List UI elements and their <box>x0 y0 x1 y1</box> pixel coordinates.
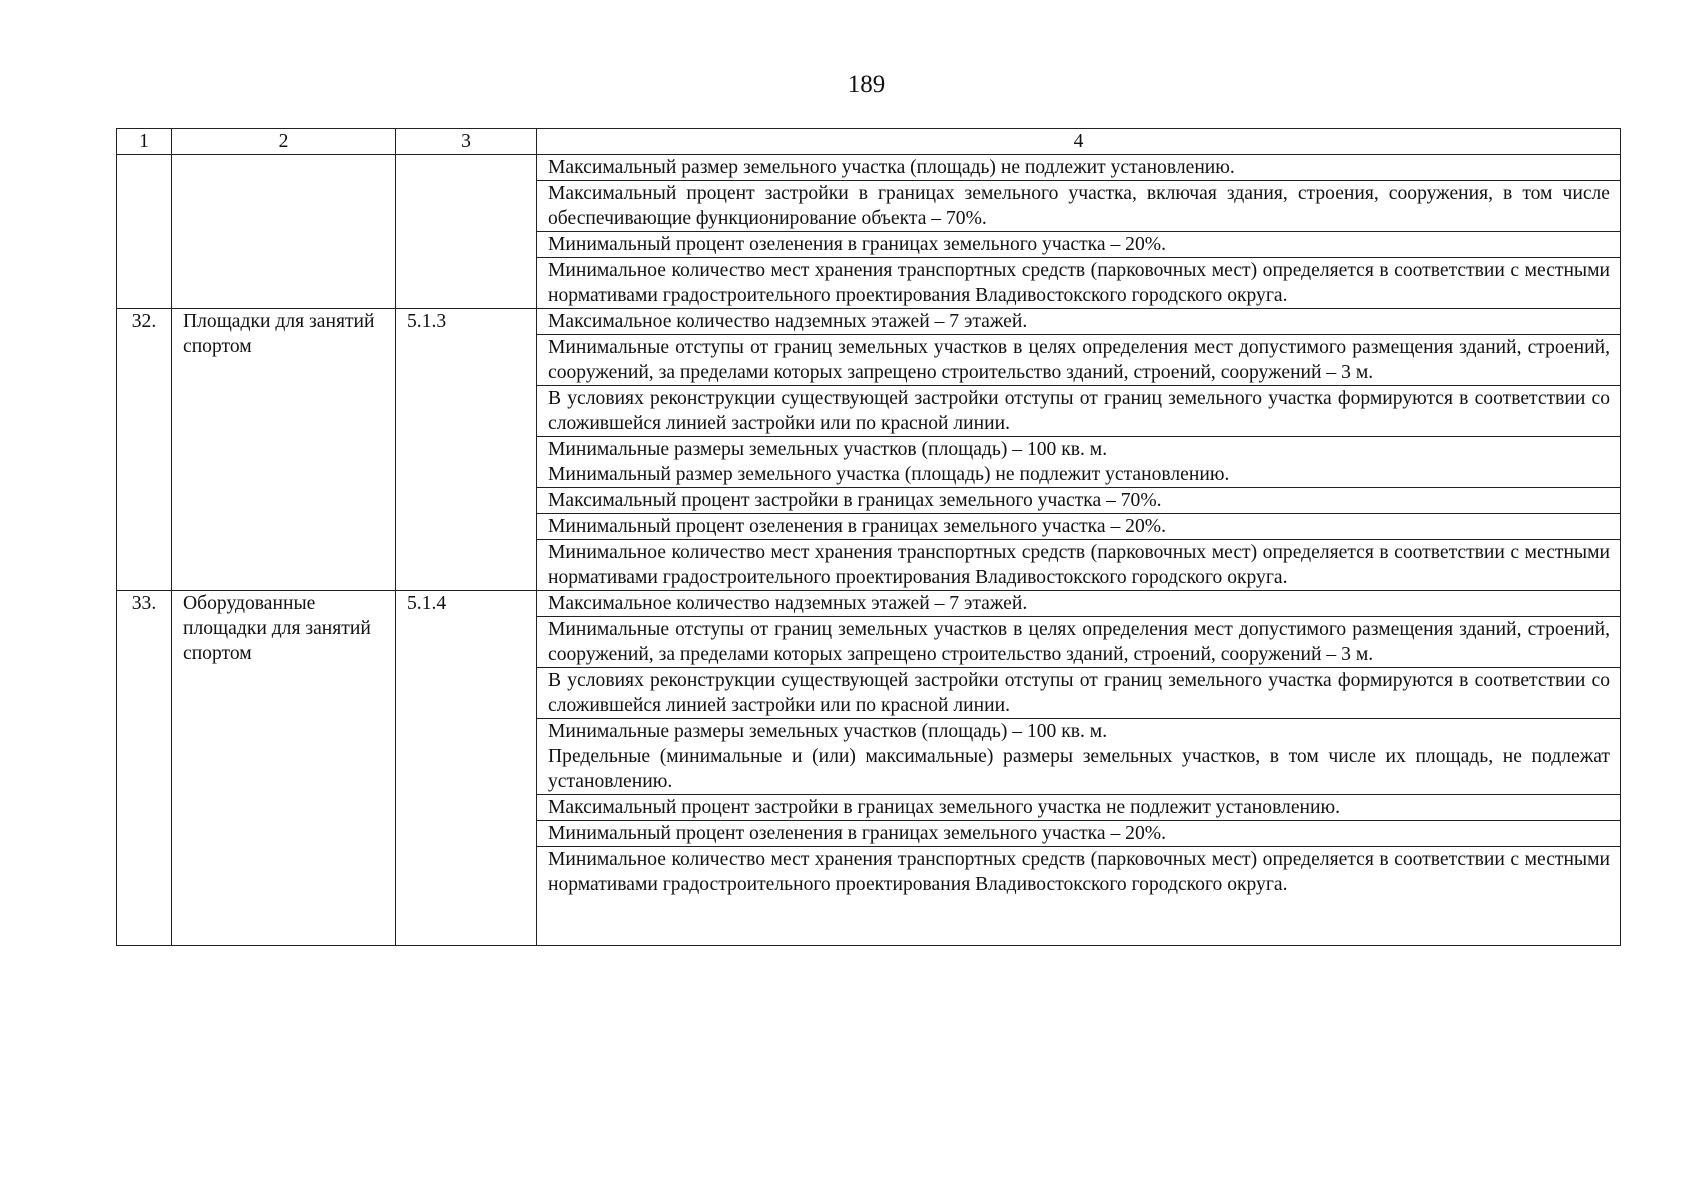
header-col-3: 3 <box>396 129 537 155</box>
param-cell: Максимальный процент застройки в границах земельного участка не подлежит установлению. <box>537 795 1621 821</box>
param-line: Минимальные размеры земельных участков (площадь) – 100 кв. м. <box>548 721 1108 742</box>
param-cell: Минимальный процент озеленения в границах земельного участка – 20%. <box>537 232 1621 258</box>
table-row <box>117 309 1621 335</box>
param-cell <box>537 719 1621 795</box>
row-number-cell: 32. <box>117 309 172 591</box>
param-line: Минимальные размеры земельных участков (площадь) – 100 кв. м. <box>548 439 1108 460</box>
param-cell: Минимальное количество мест хранения транспортных средств (парковочных мест) определяется в соответствии с местными нормативами градостроительного проектирования Владивостокского городского округа. <box>537 540 1621 591</box>
row-code-cell <box>396 155 537 309</box>
header-col-1: 1 <box>117 129 172 155</box>
table-header-row <box>117 129 1621 155</box>
param-cell: Максимальное количество надземных этажей – 7 этажей. <box>537 309 1621 335</box>
header-col-4: 4 <box>537 129 1621 155</box>
row-name-cell <box>172 155 396 309</box>
row-code-cell: 5.1.4 <box>396 591 537 946</box>
row-name-cell: Площадки для занятий спортом <box>172 309 396 591</box>
param-cell: Максимальный размер земельного участка (площадь) не подлежит установлению. <box>537 155 1621 181</box>
param-cell: Минимальное количество мест хранения транспортных средств (парковочных мест) определяется в соответствии с местными нормативами градостроительного проектирования Владивостокского городского округа. <box>537 847 1621 946</box>
row-number-cell: 33. <box>117 591 172 946</box>
table-row <box>117 155 1621 181</box>
param-cell: Максимальный процент застройки в границах земельного участка, включая здания, строения, сооружения, в том числе обеспечивающие функционирование объекта – 70%. <box>537 181 1621 232</box>
row-code-cell: 5.1.3 <box>396 309 537 591</box>
header-col-2: 2 <box>172 129 396 155</box>
param-cell: Максимальный процент застройки в границах земельного участка – 70%. <box>537 488 1621 514</box>
param-cell: Максимальное количество надземных этажей – 7 этажей. <box>537 591 1621 617</box>
param-line: Предельные (минимальные и (или) максимальные) размеры земельных участков, в том числе их площадь, не подлежат установлению. <box>548 746 1610 792</box>
param-cell: В условиях реконструкции существующей застройки отступы от границ земельного участка формируются в соответствии со сложившейся линией застройки или по красной линии. <box>537 668 1621 719</box>
regulations-table <box>116 128 1621 946</box>
table-row <box>117 591 1621 617</box>
row-name-cell: Оборудованные площадки для занятий спортом <box>172 591 396 946</box>
param-cell: Минимальные отступы от границ земельных участков в целях определения мест допустимого размещения зданий, строений, сооружений, за пределами которых запрещено строительство зданий, строений, сооружений – 3 м. <box>537 335 1621 386</box>
param-cell: Минимальный процент озеленения в границах земельного участка – 20%. <box>537 514 1621 540</box>
row-number-cell <box>117 155 172 309</box>
param-cell: Минимальные отступы от границ земельных участков в целях определения мест допустимого размещения зданий, строений, сооружений, за пределами которых запрещено строительство зданий, строений, сооружений – 3 м. <box>537 617 1621 668</box>
param-cell: В условиях реконструкции существующей застройки отступы от границ земельного участка формируются в соответствии со сложившейся линией застройки или по красной линии. <box>537 386 1621 437</box>
param-cell: Минимальное количество мест хранения транспортных средств (парковочных мест) определяется в соответствии с местными нормативами градостроительного проектирования Владивостокского городского округа. <box>537 258 1621 309</box>
param-cell: Минимальный процент озеленения в границах земельного участка – 20%. <box>537 821 1621 847</box>
param-line: Минимальный размер земельного участка (площадь) не подлежит установлению. <box>548 464 1230 485</box>
page-number: 189 <box>847 71 886 98</box>
param-cell <box>537 437 1621 488</box>
